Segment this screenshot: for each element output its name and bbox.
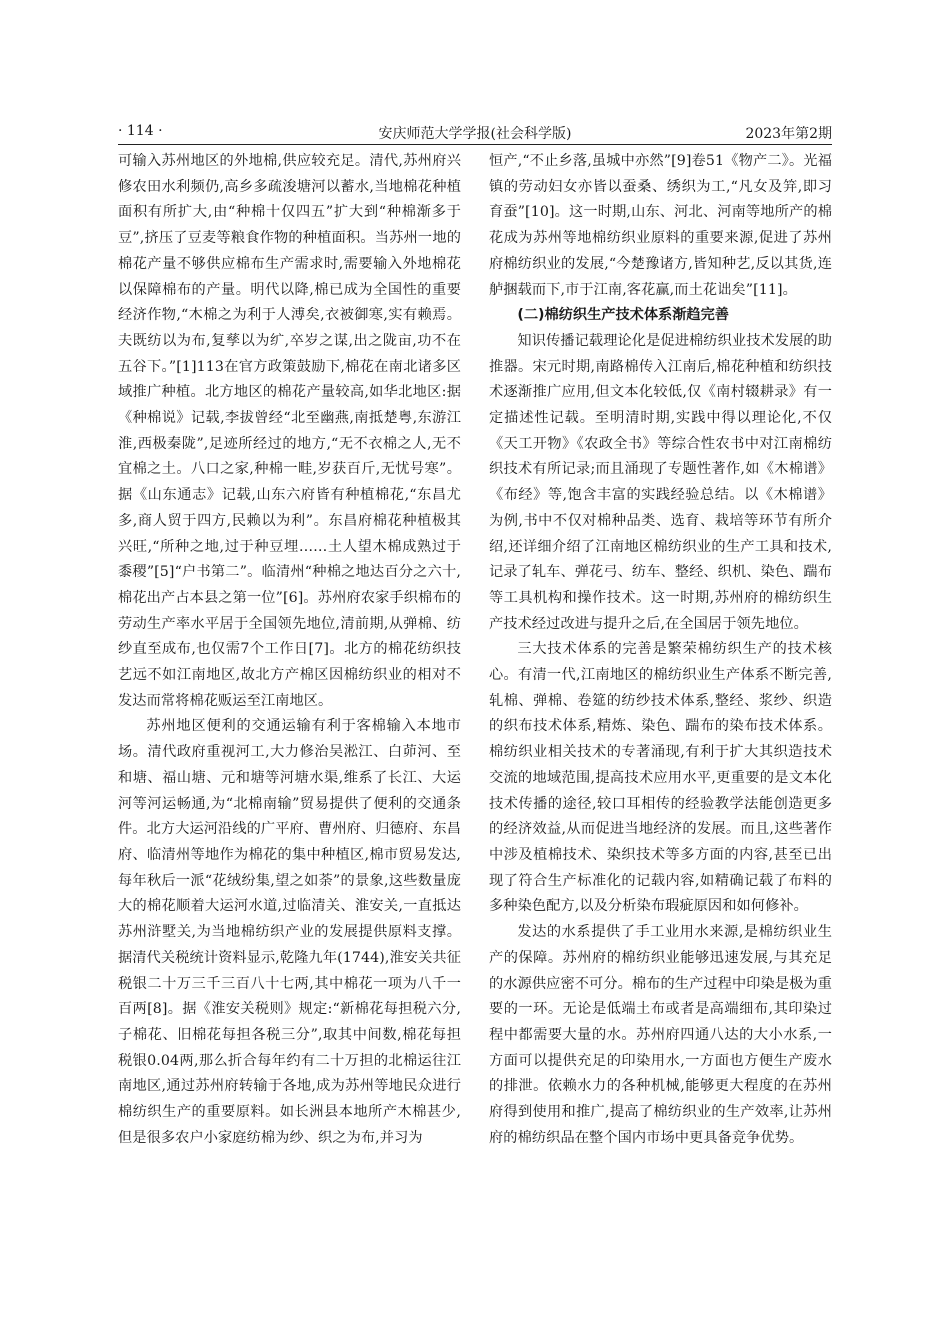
journal-title: 安庆师范大学学报(社会科学版) [378, 126, 572, 142]
paragraph: 三大技术体系的完善是繁荣棉纺织生产的技术核心。有清一代,江南地区的棉纺织业生产体系不断完善,轧棉、弹棉、卷筵的纺纱技术体系,整经、浆纱、织造的织布技术体系,精炼、染色、踹布的染布技术体系。棉纺织业相关技术的专著涌现,有利于扩大其织造技术交流的地域范围,提高技术应用水平,更重要的是文本化技术传播的途径,较口耳相传的经验教学法能创造更多的经济效益,从而促进当地经济的发展。而且,这些著作中涉及植棉技术、染织技术等多方面的内容,甚至已出现了符合生产标准化的记载内容,如精确记载了布料的多种染色配方,以及分析染布瑕疵原因和如何修补。 [489, 641, 832, 915]
paragraph: 苏州地区便利的交通运输有利于客棉输入本地市场。清代政府重视河工,大力修治吴淞江、白茆河、至和塘、福山塘、元和塘等河塘水渠,维系了长江、大运河等河运畅通,为“北棉南输”贸易提供了便利的交通条件。北方大运河沿线的广平府、曹州府、归德府、东昌府、临清州等地作为棉花的集中种植区,棉市贸易发达,每年秋后一派“花绒纷集,望之如荼”的景象,这些数量庞大的棉花顺着大运河水道,过临清关、淮安关,一直抵达苏州浒墅关,为当地棉纺织产业的发展提供原料支撑。据清代关税统计资料显示,乾隆九年(1744),淮安关共征税银二十万三千三百八十七两,其中棉花一项为八千一百两[8]。据《淮安关税则》规定:“新棉花每担税六分,子棉花、旧棉花每担各税三分”,取其中间数,棉花每担税银0.04两,那么折合每年约有二十万担的北棉运往江南地区,通过苏州府转输于各地,成为苏州等地民众进行棉纺织生产的重要原料。如长洲县本地所产木棉甚少,但是很多农户小家庭纺棉为纱、织之为布,并习为 [118, 718, 461, 1146]
running-header [118, 120, 832, 145]
paragraph: 知识传播记载理论化是促进棉纺织业技术发展的助推器。宋元时期,南路棉传入江南后,棉花种植和纺织技术逐渐推广应用,但文本化较低,仅《南村辍耕录》有一定描述性记载。至明清时期,实践中得以理论化,不仅《天工开物》《农政全书》等综合性农书中对江南棉纺织技术有所记录;而且涌现了专题性著作,如《木棉谱》《布经》等,饱含丰富的实践经验总结。以《木棉谱》为例,书中不仅对棉种品类、选育、栽培等环节有所介绍,还详细介绍了江南地区棉纺织业的生产工具和技术,记录了轧车、弹花弓、纺车、整经、织机、染色、踹布等工具机构和操作技术。这一时期,苏州府的棉纺织生产技术经过改进与提升之后,在全国居于领先地位。 [489, 332, 832, 632]
right-column [489, 149, 832, 1151]
section-heading: (二)棉纺织生产技术体系渐趋完善 [517, 307, 729, 324]
paragraph: 发达的水系提供了手工业用水来源,是棉纺织业生产的保障。苏州府的棉纺织业能够迅速发展,与其充足的水源供应密不可分。棉布的生产过程中印染是极为重要的一环。无论是低端土布或者是高端细布,其印染过程中都需要大量的水。苏州府四通八达的大小水系,一方面可以提供充足的印染用水,一方面也方便生产废水的排泄。依赖水力的各种机械,能够更大程度的在苏州府得到使用和推广,提高了棉纺织业的生产效率,让苏州府的棉纺织品在整个国内市场中更具备竞争优势。 [489, 924, 832, 1146]
page-number: · 114 · [118, 123, 163, 139]
issue-label: 2023年第2期 [745, 126, 832, 142]
left-column [118, 149, 461, 1151]
paragraph: 可输入苏州地区的外地棉,供应较充足。清代,苏州府兴修农田水利频仍,高乡多疏浚塘河以蓄水,当地棉花种植面积有所扩大,由“种棉十仅四五”扩大到“种棉渐多于豆”,挤压了豆麦等粮食作物的种植面积。当苏州一地的棉花产量不够供应棉布生产需求时,需要输入外地棉花以保障棉布的产量。明代以降,棉已成为全国性的重要经济作物,“木棉之为利于人溥矣,衣被御寒,实有赖焉。夫既纺以为布,复孳以为纩,卒岁之谋,出之陇亩,功不在五谷下。”[1]113在官方政策鼓励下,棉花在南北诸多区域推广种植。北方地区的棉花产量较高,如华北地区:据《种棉说》记载,李拔曾经“北至幽燕,南抵楚粤,东游江淮,西极秦陇”,足迹所经过的地方,“无不衣棉之人,无不宜棉之土。八口之家,种棉一畦,岁获百斤,无忧号寒”。据《山东通志》记载,山东六府皆有种植棉花,“东昌尤多,商人贸于四方,民赖以为利”。东昌府棉花种植极其兴旺,“所种之地,过于种豆埋……土人望木棉成熟过于黍稷”[5]“户书第二”。临清州“种棉之地达百分之六十,棉花出产占本县之第一位”[6]。苏州府农家手织棉布的劳动生产率水平居于全国领先地位,清前期,从弹棉、纺纱直至成布,也仅需7个工作日[7]。北方的棉花纺织技艺远不如江南地区,故北方产棉区因棉纺织业的相对不发达而常将棉花贩运至江南地区。 [118, 153, 461, 709]
paragraph: 恒产,“不止乡落,虽城中亦然”[9]卷51《物产二》。光福镇的劳动妇女亦皆以蚕桑、绣织为工,“凡女及笄,即习育蚕”[10]。这一时期,山东、河北、河南等地所产的棉花成为苏州等地棉纺织业原料的重要来源,促进了苏州府棉纺织业的发展,“今楚豫诸方,皆知种艺,反以其货,连舻捆载而下,市于江南,客花赢,而土花诎矣”[11]。 [489, 153, 832, 298]
